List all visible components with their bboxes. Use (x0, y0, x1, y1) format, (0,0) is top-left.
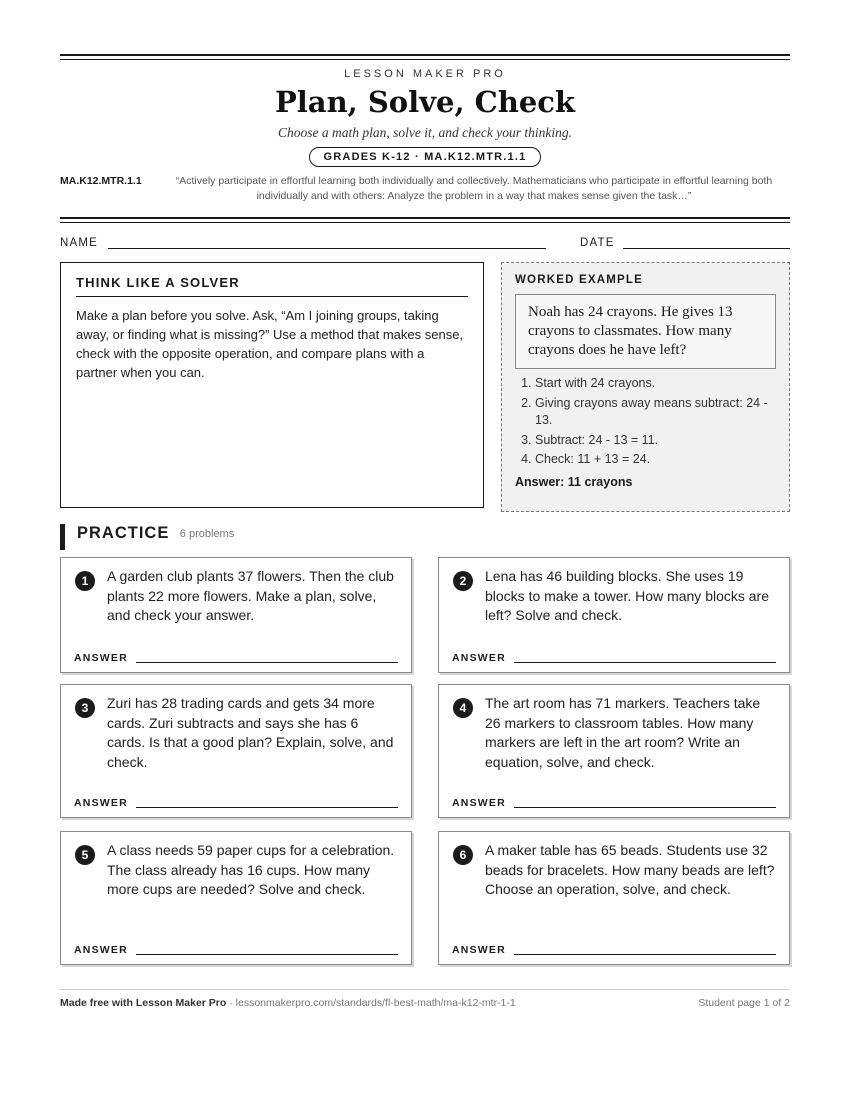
problem-number: 1 (75, 571, 95, 591)
problem-text: The art room has 71 markers. Teachers take 26 markers to classroom tables. How many markers are left in the art room? Write an equation, solve, and check. (485, 695, 761, 770)
worked-problem: Noah has 24 crayons. He gives 13 crayons to classmates. How many crayons does he have left? (515, 294, 776, 369)
answer-row (452, 649, 776, 665)
answer-label: ANSWER (74, 797, 128, 809)
problem-text: Lena has 46 building blocks. She uses 19 blocks to make a tower. How many blocks are left? Solve and check. (485, 568, 770, 623)
top-rule (60, 54, 790, 60)
answer-line[interactable] (514, 954, 776, 955)
problem-number: 3 (75, 698, 95, 718)
worked-step: 3. Subtract: 24 - 13 = 11. (535, 432, 776, 450)
page-footer (60, 989, 790, 1009)
problem-card-2 (438, 557, 790, 673)
worked-heading: WORKED EXAMPLE (515, 274, 643, 286)
problem-number: 5 (75, 845, 95, 865)
standard-code: MA.K12.MTR.1.1 (60, 175, 142, 187)
answer-line[interactable] (136, 662, 398, 663)
worked-answer: Answer: 11 crayons (515, 474, 633, 489)
standard-statement (60, 174, 790, 204)
answer-label: ANSWER (452, 797, 506, 809)
standard-quote: “Actively participate in effortful learning both individually and collectively. Mathematicians who participate in effortful learning both individually and with others: Analyze the problem in a way that makes sense given the task…” (175, 175, 773, 202)
answer-line[interactable] (514, 807, 776, 808)
answer-label: ANSWER (452, 944, 506, 956)
worked-step: 4. Check: 11 + 13 = 24. (535, 451, 776, 469)
problem-card-6 (438, 831, 790, 965)
worked-steps (515, 375, 776, 469)
problem-text: A garden club plants 37 flowers. Then the club plants 22 more flowers. Make a plan, solve, and check your answer. (107, 568, 394, 623)
problem-number: 6 (453, 845, 473, 865)
answer-line[interactable] (136, 807, 398, 808)
page-subtitle: Choose a math plan, solve it, and check your thinking. (278, 125, 572, 140)
worksheet-page (60, 54, 790, 1009)
practice-heading (60, 524, 234, 550)
header-bottom-rule (60, 217, 790, 223)
problem-card-4 (438, 684, 790, 818)
problem-text: Zuri has 28 trading cards and gets 34 more cards. Zuri subtracts and says she has 6 cards. Is that a good plan? Explain, solve, and check. (107, 695, 394, 770)
problem-text: A maker table has 65 beads. Students use 32 beads for bracelets. How many beads are left? Choose an operation, solve, and check. (485, 842, 775, 897)
grade-pill: GRADES K-12 · MA.K12.MTR.1.1 (309, 147, 542, 167)
answer-label: ANSWER (74, 944, 128, 956)
worked-step: 1. Start with 24 crayons. (535, 375, 776, 393)
problem-number: 2 (453, 571, 473, 591)
answer-row (74, 794, 398, 810)
answer-row (74, 941, 398, 957)
grade-pill-wrap (60, 147, 790, 167)
answer-line[interactable] (136, 954, 398, 955)
problem-card-3 (60, 684, 412, 818)
footer-made-with: Made free with Lesson Maker Pro (60, 997, 227, 1009)
answer-label: ANSWER (74, 652, 128, 664)
page-title: Plan, Solve, Check (274, 85, 576, 119)
date-label: DATE (580, 237, 615, 249)
answer-row (452, 941, 776, 957)
practice-title: PRACTICE (77, 524, 170, 542)
answer-line[interactable] (514, 662, 776, 663)
footer-page-number: Student page 1 of 2 (698, 997, 790, 1009)
think-like-solver-box (60, 262, 484, 508)
think-body: Make a plan before you solve. Ask, “Am I joining groups, taking away, or finding what is missing?” Use a method that makes sense, check with the opposite operation, and compare plans with a partner when you can. (76, 308, 464, 380)
answer-row (74, 649, 398, 665)
answer-row (452, 794, 776, 810)
think-heading: THINK LIKE A SOLVER (76, 275, 468, 297)
brand-name: LESSON MAKER PRO (344, 68, 506, 80)
name-date-row (60, 237, 790, 265)
worked-step: 2. Giving crayons away means subtract: 24 - 13. (535, 395, 776, 430)
name-label: NAME (60, 237, 99, 249)
worked-example-box (501, 262, 790, 512)
problem-card-5 (60, 831, 412, 965)
name-line[interactable] (108, 248, 546, 249)
date-line[interactable] (623, 248, 790, 249)
answer-label: ANSWER (452, 652, 506, 664)
problem-card-1 (60, 557, 412, 673)
footer-url[interactable]: · lessonmakerpro.com/standards/fl-best-math/ma-k12-mtr-1-1 (226, 997, 516, 1009)
problem-text: A class needs 59 paper cups for a celebration. The class already has 16 cups. How many more cups are needed? Solve and check. (107, 842, 395, 897)
problem-number: 4 (453, 698, 473, 718)
practice-count: 6 problems (179, 527, 235, 540)
